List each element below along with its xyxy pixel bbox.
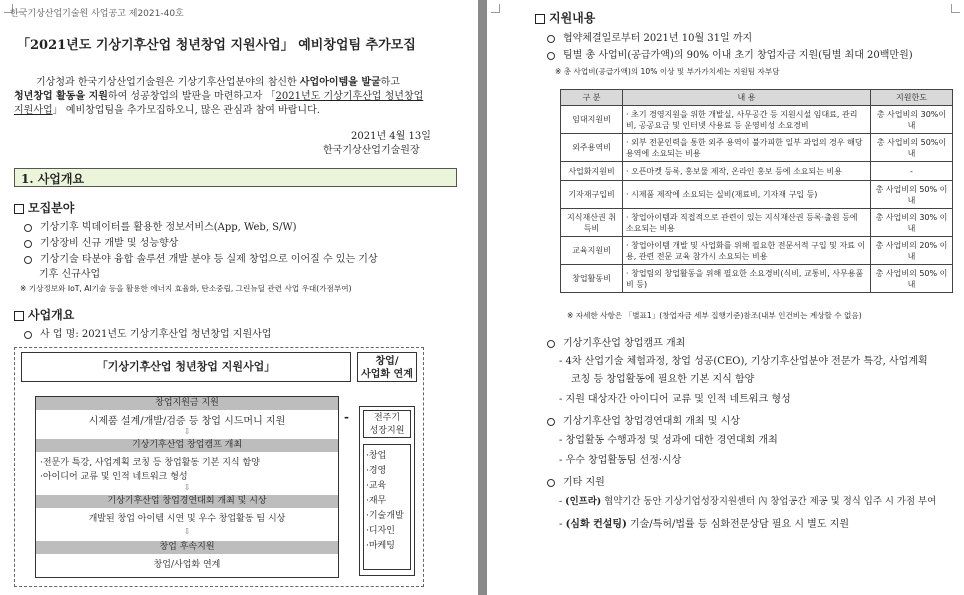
recruit-item-3-cont: 기후 신규사업 [39,269,101,280]
step-1-head: 창업지원금 지원 [36,397,338,410]
document-title: 「2021년도 기상기후산업 청년창업 지원사업」 예비창업팀 추가모집 [17,38,416,53]
growth-title-line-2: 성장지원 [369,426,405,436]
growth-item: ·창업 [366,451,387,461]
recruit-item-3: 기상기술 타분야 융합 솔루션 개발 분야 등 실제 창업으로 이어질 수 있는 기상 [24,250,378,265]
step-3-head: 기상기후산업 창업경연대회 개최 및 시상 [36,495,338,508]
announcement-header: 한국기상산업기술원 사업공고 제2021-40호 [10,9,184,19]
intro-line-3: 지원사업」 예비창업팀을 추가모집하오니, 많은 관심과 참여 바랍니다. [14,105,320,116]
table-cell-limit: 총 사업비의 50%이내 [871,134,953,162]
table-header: 내 용 [623,90,871,106]
side-title-line-2: 사업화 연계 [361,369,413,380]
connector-dash: - [344,410,349,424]
table-cell-content: · 창업아이템과 직접적으로 관련이 있는 지식재산권 등록·출원 등에 소요되는 비용 [623,209,871,237]
circle-bullet-icon [547,418,555,426]
table-cell-limit: 총 사업비의 20% 이내 [871,237,953,265]
table-cell-content: · 시제품 제작에 소요되는 실비(재료비, 기자재 구입 등) [623,181,871,209]
step-4-head: 창업 후속지원 [36,541,338,554]
table-row [561,209,953,237]
step-4-line: 창업/사업화 연계 [153,560,221,570]
circle-bullet-icon [24,256,32,264]
page-corner-mark [491,4,500,13]
checkbox-icon [14,311,24,321]
down-arrow-icon: ⇩ [183,527,191,536]
circle-bullet-icon [547,479,555,487]
camp-heading: 기상기후산업 창업캠프 개최 [547,334,685,349]
camp-line-2: - 지원 대상자간 아이디어 교류 및 인적 네트워크 형성 [559,394,791,405]
page-corner-mark [951,4,960,13]
step-2-line-1: ·전문가 특강, 사업계획 코칭 등 창업활동 기본 지식 함양 [40,458,260,468]
table-cell-content: · 외부 전문인력을 통한 외주 용역이 불가피한 일부 과업의 경우 해당 용역에 소요되는 비용 [623,134,871,162]
camp-line-1-cont: 코칭 등 창업활동에 필요한 기본 지식 함양 [571,374,755,385]
table-cell-category: 지식재산권 취득비 [561,209,623,237]
table-cell-limit: 총 사업비의 30% 이내 [871,209,953,237]
table-cell-category: 외주용역비 [561,134,623,162]
document-page-right [487,0,964,595]
table-cell-category: 임대지원비 [561,106,623,134]
checkbox-icon [14,204,24,214]
circle-bullet-icon [24,331,32,339]
down-arrow-icon: ⇩ [183,483,191,492]
table-header-row [561,90,953,106]
contest-heading: 기상기후산업 창업경연대회 개최 및 시상 [547,412,740,427]
growth-item: ·기술개발 [366,511,404,521]
contest-line-1: - 창업활동 수행과정 및 성과에 대한 경연대회 개최 [559,435,778,446]
table-row [561,106,953,134]
issuing-org: 한국기상산업기술원장 [323,145,420,156]
growth-item: ·디자인 [366,526,395,536]
recruit-item-1: 기상기후 빅데이터를 활용한 정보서비스(App, Web, S/W) [24,218,297,233]
support-heading: 지원내용 [535,9,595,26]
table-header: 구 분 [561,90,623,106]
recruit-heading: 모집분야 [14,199,74,216]
table-cell-content: · 창업아이템 개발 및 사업화를 위해 필요한 전문서적 구입 및 자료 이용, 관련 전문 교육 참가시 소요되는 비용 [623,237,871,265]
etc-line-2: - (심화 컨설팅) 기술/특허/법률 등 심화전문상담 필요 시 별도 지원 [559,519,850,530]
overview-item: 사 업 명: 2021년도 기상기후산업 청년창업 지원사업 [24,325,271,340]
notice-date: 2021년 4월 13일 [351,131,431,142]
table-cell-category: 창업활동비 [561,265,623,293]
support-period: 협약체결일로부터 2021년 10월 31일 까지 [547,29,752,44]
growth-item: ·마케팅 [366,541,395,551]
camp-line-1: - 4차 산업기술 체험과정, 창업 성공(CEO), 기상기후산업분야 전문가 특강, 사업계획 [559,356,928,367]
growth-support-list [363,444,411,570]
circle-bullet-icon [24,224,32,232]
growth-title-line-1: 전주기 [373,413,401,423]
diagram-side-title [357,352,417,382]
growth-support-title [363,410,411,438]
table-row [561,134,953,162]
etc-heading: 기타 지원 [547,473,605,488]
etc-line-1: - (인프라) 협약기간 동안 기상기업성장지원센터 內 창업공간 제공 및 정식 입주 시 가점 부여 [559,496,937,507]
support-fund-note: ※ 총 사업비(공급가액)의 10% 이상 및 부가가치세는 지원팀 자부담 [555,67,780,76]
step-1-line: 시제품 설계/개발/검증 등 창업 시드머니 지원 [88,416,286,427]
table-row [561,181,953,209]
table-row [561,237,953,265]
support-fund: 팀별 총 사업비(공급가액)의 90% 이내 초기 창업자금 지원(팀별 최대 20백만원) [547,46,913,61]
step-3-line: 개발된 창업 아이템 시연 및 우수 창업활동 팀 시상 [88,514,286,524]
checkbox-icon [535,14,545,24]
diagram-main-title: 「기상기후산업 청년창업 지원사업」 [21,352,351,382]
diagram-steps [35,396,339,578]
table-row [561,162,953,181]
table-cell-limit: 총 사업비의 30%이내 [871,106,953,134]
intro-line-1: 기상청과 한국기상산업기술원은 기상기후산업분야의 참신한 사업아이템을 발굴하고 [36,77,400,88]
circle-bullet-icon [547,340,555,348]
growth-item: ·교육 [366,481,387,491]
recruit-note: ※ 기상정보와 IoT, AI기술 등을 활용한 에너지 효율화, 탄소중립, 그린뉴딜 관련 사업 우대(가점부여) [20,284,352,293]
circle-bullet-icon [547,52,555,60]
down-arrow-icon: ⇩ [183,427,191,436]
contest-line-2: - 우수 창업활동팀 선정·시상 [559,455,682,466]
intro-line-2: 청년창업 활동을 지원하여 성공창업의 발판을 마련하고자 「2021년도 기상기후산업 청년창업 [14,91,424,102]
side-title-line-1: 창업/ [375,356,399,367]
growth-item: ·경영 [366,466,387,476]
program-diagram [14,347,424,587]
table-cell-content: · 오픈마켓 등록, 홍보물 제작, 온라인 홍보 등에 소요되는 비용 [623,162,871,181]
document-page-left [0,0,478,595]
section-1-heading: 1. 사업개요 [14,168,457,187]
circle-bullet-icon [547,35,555,43]
table-cell-limit: - [871,162,953,181]
table-cell-category: 사업화지원비 [561,162,623,181]
recruit-item-2: 기상장비 신규 개발 및 성능향상 [24,234,178,249]
table-cell-limit: 총 사업비의 50% 이내 [871,181,953,209]
circle-bullet-icon [24,240,32,248]
step-2-head: 기상기후산업 창업캠프 개최 [36,439,338,452]
overview-heading: 사업개요 [14,306,74,323]
growth-item: ·재무 [366,496,387,506]
table-cell-content: · 창업팀의 창업활동을 위해 필요한 소요경비(식비, 교통비, 사무용품비 등) [623,265,871,293]
table-cell-content: · 초기 경영지원을 위한 개발실, 사무공간 등 지원시설 임대료, 관리비, 공공요금 및 인터넷 사용료 등 운영비성 소요경비 [623,106,871,134]
table-note: ※ 자세한 사항은 「별표1」(창업자금 세부 집행기준)참조(내부 인건비는 계상할 수 없음) [567,311,862,320]
growth-support-box [359,406,415,576]
step-2-line-2: ·아이디어 교류 및 인적 네트워크 형성 [40,472,188,482]
table-cell-category: 교육지원비 [561,237,623,265]
support-table [560,89,953,293]
table-header: 지원한도 [871,90,953,106]
table-row [561,265,953,293]
table-cell-limit: 총 사업비의 50% 이내 [871,265,953,293]
table-cell-category: 기자재구입비 [561,181,623,209]
